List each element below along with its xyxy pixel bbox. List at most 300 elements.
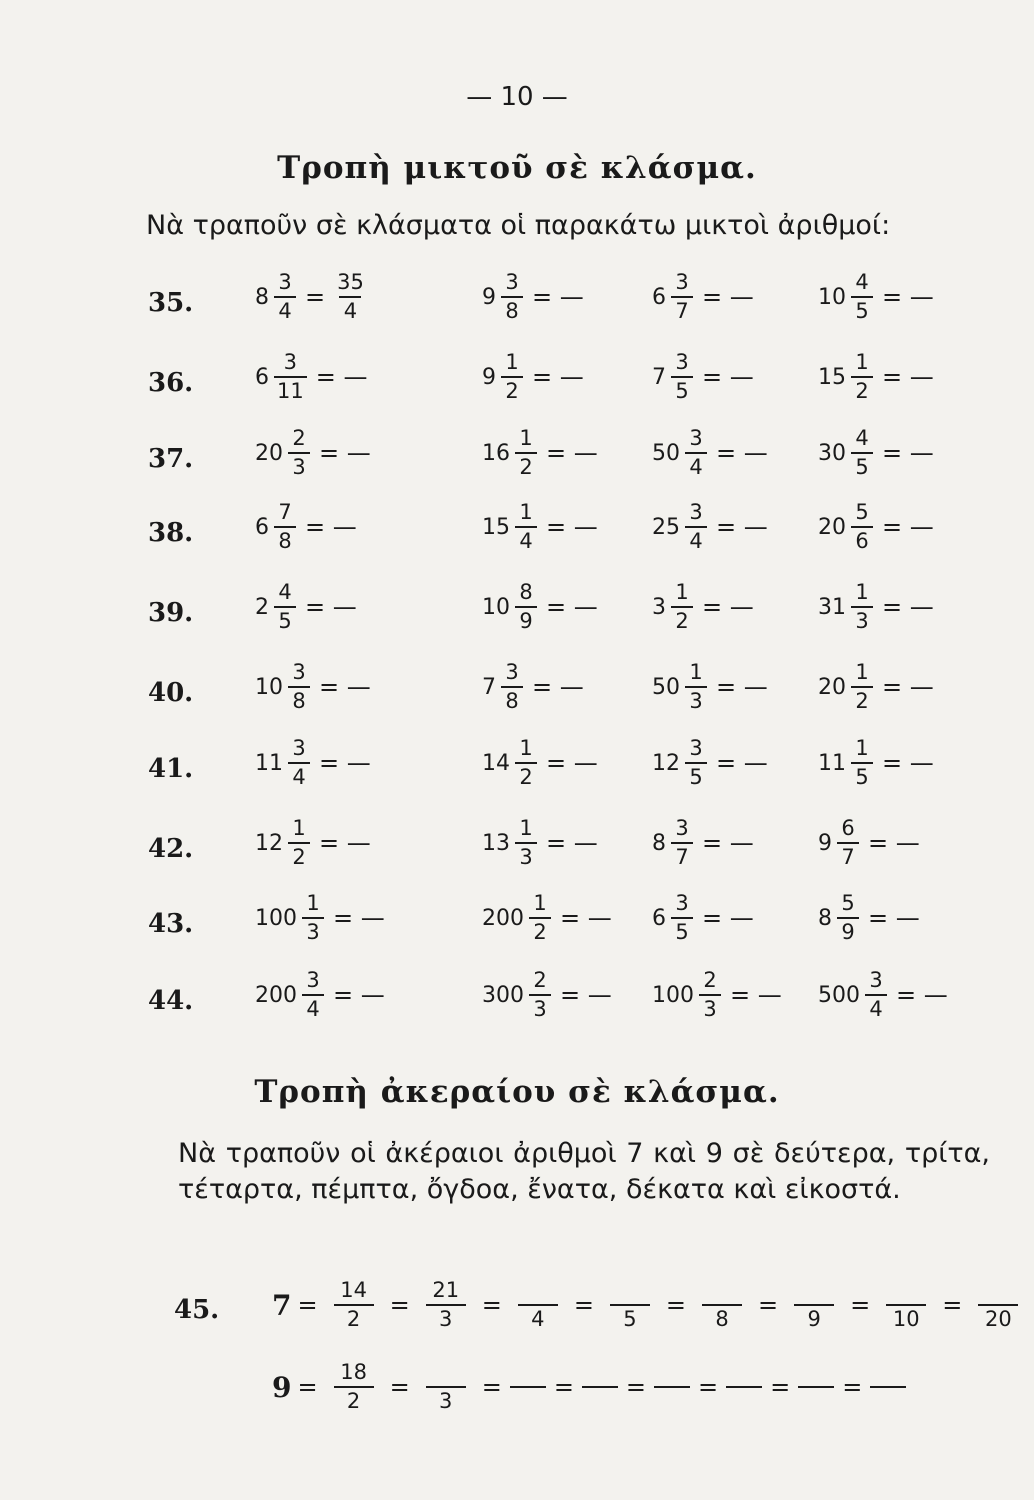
fraction	[851, 352, 873, 402]
numerator: 1	[855, 350, 869, 374]
answer-blank: = —	[319, 673, 371, 701]
denominator: 4	[518, 1304, 558, 1330]
fraction	[610, 1280, 650, 1330]
answer-blank: = —	[716, 513, 768, 541]
mixed-number-item	[255, 272, 370, 322]
fraction	[288, 662, 310, 712]
answer-blank: = —	[702, 829, 754, 857]
fraction	[702, 1280, 742, 1330]
numerator: 2	[533, 968, 547, 992]
denominator: 5	[274, 606, 296, 632]
numerator: 3	[278, 270, 292, 294]
denominator: 9	[837, 917, 859, 943]
whole-part: 31	[818, 594, 846, 620]
denominator: 4	[274, 296, 296, 322]
whole-part: 200	[482, 905, 524, 931]
blank-fraction	[798, 1386, 834, 1388]
answer-blank: = —	[560, 981, 612, 1009]
fraction	[685, 738, 707, 788]
numerator: 2	[703, 968, 717, 992]
whole-part: 6	[652, 284, 666, 310]
exercise-45-row-9	[272, 1362, 908, 1412]
whole-part: 6	[652, 905, 666, 931]
answer-numerator: 35	[337, 270, 364, 294]
fraction	[274, 582, 296, 632]
answer-blank: = —	[716, 749, 768, 777]
denominator: 2	[501, 376, 523, 402]
denominator: 3	[426, 1304, 466, 1330]
fraction	[515, 582, 537, 632]
answer-blank: = —	[560, 904, 612, 932]
mixed-number-item	[652, 502, 774, 552]
whole-part: 9	[482, 284, 496, 310]
fraction	[699, 970, 721, 1020]
mixed-number-item	[818, 738, 940, 788]
mixed-number-item	[652, 738, 774, 788]
fraction	[851, 582, 873, 632]
numerator: 1	[855, 660, 869, 684]
answer-blank: = —	[532, 283, 584, 311]
whole-part: 10	[482, 594, 510, 620]
answer-blank: = —	[702, 593, 754, 621]
whole-part: 9	[482, 364, 496, 390]
answer-blank: = —	[882, 673, 934, 701]
numerator	[434, 1362, 458, 1386]
whole-part: 11	[255, 750, 283, 776]
whole-part: 8	[255, 284, 269, 310]
answer-blank: = —	[882, 283, 934, 311]
denominator: 2	[671, 606, 693, 632]
equals-sign: =	[573, 1291, 594, 1319]
numerator: 3	[675, 891, 689, 915]
fraction	[685, 502, 707, 552]
denominator: 2	[334, 1304, 374, 1330]
numerator	[618, 1280, 642, 1304]
exercise-label: 44.	[148, 986, 194, 1016]
numerator: 1	[675, 580, 689, 604]
answer-denominator: 4	[339, 296, 361, 322]
fraction	[288, 818, 310, 868]
mixed-number-item	[818, 272, 940, 322]
fraction	[288, 738, 310, 788]
whole-part: 12	[652, 750, 680, 776]
fraction	[334, 1280, 374, 1330]
denominator: 2	[334, 1386, 374, 1412]
fraction	[865, 970, 887, 1020]
fraction	[671, 818, 693, 868]
answer-blank: = —	[702, 904, 754, 932]
denominator: 5	[671, 376, 693, 402]
fraction	[515, 502, 537, 552]
answer-blank: = —	[305, 593, 357, 621]
denominator: 3	[699, 994, 721, 1020]
denominator: 4	[685, 526, 707, 552]
answer-blank: = —	[333, 981, 385, 1009]
fraction	[426, 1280, 466, 1330]
whole-part: 20	[818, 674, 846, 700]
fraction	[794, 1280, 834, 1330]
denominator: 8	[274, 526, 296, 552]
mixed-number-item	[482, 582, 604, 632]
fraction	[851, 738, 873, 788]
numerator	[710, 1280, 734, 1304]
blank-fraction	[654, 1386, 690, 1388]
numerator: 4	[855, 426, 869, 450]
answer-blank: = —	[532, 673, 584, 701]
mixed-number-item	[652, 272, 760, 322]
equals-sign: =	[770, 1373, 791, 1401]
numerator: 1	[855, 736, 869, 760]
mixed-number-item	[482, 970, 618, 1020]
numerator: 3	[675, 270, 689, 294]
fraction	[671, 893, 693, 943]
exercise-label: 37.	[148, 444, 194, 474]
denominator: 8	[501, 296, 523, 322]
fraction	[685, 662, 707, 712]
exercise-label: 43.	[148, 909, 194, 939]
whole-part: 6	[255, 364, 269, 390]
numerator: 3	[689, 500, 703, 524]
fraction	[518, 1280, 558, 1330]
answer-blank: = —	[546, 513, 598, 541]
answer-blank: = —	[896, 981, 948, 1009]
fraction	[274, 352, 307, 402]
fraction	[529, 893, 551, 943]
answer-blank: = —	[702, 283, 754, 311]
whole-part: 50	[652, 440, 680, 466]
denominator: 9	[794, 1304, 834, 1330]
mixed-number-item	[255, 893, 391, 943]
mixed-number-item	[818, 970, 954, 1020]
whole-part: 15	[482, 514, 510, 540]
page-number: — 10 —	[466, 82, 568, 112]
whole-part: 14	[482, 750, 510, 776]
denominator: 3	[529, 994, 551, 1020]
numerator: 5	[855, 500, 869, 524]
denominator: 3	[685, 686, 707, 712]
answer-blank: = —	[546, 749, 598, 777]
whole-part: 500	[818, 982, 860, 1008]
denominator: 3	[515, 842, 537, 868]
numerator: 2	[292, 426, 306, 450]
fraction	[671, 352, 693, 402]
whole-part: 10	[818, 284, 846, 310]
denominator: 3	[302, 917, 324, 943]
numerator	[986, 1280, 1010, 1304]
whole-part: 6	[255, 514, 269, 540]
mixed-number-item	[255, 582, 363, 632]
denominator: 3	[426, 1386, 466, 1412]
whole-part: 13	[482, 830, 510, 856]
numerator: 3	[505, 660, 519, 684]
whole-part: 7	[652, 364, 666, 390]
equals-sign: =	[481, 1373, 502, 1401]
answer-blank: = —	[319, 829, 371, 857]
fraction	[851, 502, 873, 552]
answer-blank: = —	[882, 363, 934, 391]
whole-part: 8	[652, 830, 666, 856]
answer-blank: = —	[333, 904, 385, 932]
whole-part: 16	[482, 440, 510, 466]
mixed-number-item	[482, 662, 590, 712]
denominator: 4	[288, 762, 310, 788]
fraction	[529, 970, 551, 1020]
fraction	[501, 352, 523, 402]
whole-part: 11	[818, 750, 846, 776]
exercise-45-row-7	[272, 1280, 1028, 1330]
numerator: 3	[306, 968, 320, 992]
denominator: 3	[851, 606, 873, 632]
denominator: 4	[685, 452, 707, 478]
denominator: 5	[851, 452, 873, 478]
fraction	[515, 428, 537, 478]
mixed-number-item	[818, 818, 926, 868]
whole-part: 2	[255, 594, 269, 620]
denominator: 5	[671, 917, 693, 943]
answer-blank: = —	[319, 439, 371, 467]
mixed-number-item	[818, 662, 940, 712]
answer-blank: = —	[305, 513, 357, 541]
mixed-number-item	[482, 272, 590, 322]
numerator: 3	[689, 426, 703, 450]
mixed-number-item	[652, 352, 760, 402]
numerator	[894, 1280, 918, 1304]
fraction	[334, 1362, 374, 1412]
answer-blank: = —	[882, 439, 934, 467]
numerator: 3	[689, 736, 703, 760]
answer-blank: = —	[716, 673, 768, 701]
fraction	[501, 272, 523, 322]
mixed-number-item	[818, 893, 926, 943]
denominator: 4	[865, 994, 887, 1020]
fraction	[288, 428, 310, 478]
numerator: 1	[306, 891, 320, 915]
whole-part: 9	[818, 830, 832, 856]
fraction	[671, 272, 693, 322]
whole-part: 300	[482, 982, 524, 1008]
numerator	[526, 1280, 550, 1304]
fraction	[274, 502, 296, 552]
section-paragraph: Νὰ τραποῦν οἱ ἀκέραιοι ἀριθμοὶ 7 καὶ 9 σὲ δεύτερα, τρίτα, τέταρτα, πέμπτα, ὄγδοα, ἔνατα, δέκατα καὶ εἰκοστά.	[178, 1138, 990, 1205]
denominator: 10	[886, 1304, 926, 1330]
numerator	[802, 1280, 826, 1304]
whole-part: 30	[818, 440, 846, 466]
denominator: 8	[702, 1304, 742, 1330]
exercise-label: 40.	[148, 678, 194, 708]
whole-part: 100	[652, 982, 694, 1008]
mixed-number-item	[818, 428, 940, 478]
answer-blank: = —	[868, 904, 920, 932]
denominator: 9	[515, 606, 537, 632]
equals-sign: =	[625, 1373, 647, 1401]
answer-blank: = —	[315, 363, 368, 391]
mixed-number-item	[482, 893, 618, 943]
mixed-number-item	[652, 970, 788, 1020]
equals-sign: =	[942, 1291, 963, 1319]
equals-sign: =	[297, 1373, 318, 1401]
mixed-number-item	[255, 662, 377, 712]
section-title-mixed-to-fraction: Τροπὴ μικτοῦ σὲ κλάσμα.	[277, 150, 757, 186]
whole-part: 3	[652, 594, 666, 620]
mixed-number-item	[482, 818, 604, 868]
denominator: 3	[288, 452, 310, 478]
denominator: 7	[671, 296, 693, 322]
answer-blank: = —	[730, 981, 782, 1009]
mixed-number-item	[255, 818, 377, 868]
equals-sign: =	[389, 1373, 410, 1401]
equals-sign: =	[842, 1373, 863, 1401]
numerator: 1	[855, 580, 869, 604]
answer-blank: = —	[546, 593, 598, 621]
denominator: 8	[501, 686, 523, 712]
numerator: 1	[519, 426, 533, 450]
fraction	[671, 582, 693, 632]
mixed-number-item	[255, 352, 373, 402]
fraction	[978, 1280, 1018, 1330]
denominator: 20	[978, 1304, 1018, 1330]
numerator: 1	[533, 891, 547, 915]
numerator: 1	[519, 500, 533, 524]
whole-part: 12	[255, 830, 283, 856]
equals-sign: =	[698, 1373, 719, 1401]
blank-fraction	[510, 1386, 546, 1388]
numerator: 4	[278, 580, 292, 604]
mixed-number-item	[482, 738, 604, 788]
mixed-number-item	[255, 428, 377, 478]
numerator: 1	[519, 816, 533, 840]
numerator: 7	[278, 500, 292, 524]
whole-part: 20	[818, 514, 846, 540]
answer-blank: = —	[546, 829, 598, 857]
denominator: 4	[302, 994, 324, 1020]
fraction	[886, 1280, 926, 1330]
mixed-number-item	[482, 428, 604, 478]
section-intro: Νὰ τραποῦν σὲ κλάσματα οἱ παρακάτω μικτοὶ ἀριθμοί:	[146, 210, 891, 241]
numerator: 8	[519, 580, 533, 604]
equals-sign: =	[665, 1291, 687, 1319]
numerator: 3	[292, 736, 306, 760]
whole-part: 50	[652, 674, 680, 700]
numerator: 1	[519, 736, 533, 760]
equals-sign: =	[389, 1291, 410, 1319]
exercise-label: 41.	[148, 754, 194, 784]
fraction	[426, 1362, 466, 1412]
denominator: 4	[515, 526, 537, 552]
fraction	[685, 428, 707, 478]
blank-fraction	[726, 1386, 762, 1388]
fraction	[302, 893, 324, 943]
answer-blank: = —	[702, 363, 754, 391]
whole-part: 7	[482, 674, 496, 700]
fraction	[274, 272, 296, 322]
denominator: 2	[288, 842, 310, 868]
equals-sign: =	[305, 283, 326, 311]
numerator: 3	[283, 350, 298, 374]
numerator: 3	[505, 270, 519, 294]
denominator: 5	[851, 296, 873, 322]
answer-blank: = —	[532, 363, 584, 391]
answer-blank: = —	[868, 829, 920, 857]
mixed-number-item	[818, 352, 940, 402]
numerator: 21	[432, 1278, 460, 1302]
numerator: 3	[675, 350, 689, 374]
fraction	[837, 818, 859, 868]
whole-part: 20	[255, 440, 283, 466]
mixed-number-item	[652, 818, 760, 868]
exercise-label: 39.	[148, 598, 194, 628]
fraction	[515, 738, 537, 788]
integer-value: 7	[272, 1288, 292, 1322]
fraction	[302, 970, 324, 1020]
fraction	[837, 893, 859, 943]
denominator: 11	[274, 376, 307, 402]
mixed-number-item	[482, 502, 604, 552]
mixed-number-item	[255, 502, 363, 552]
numerator: 1	[505, 350, 519, 374]
denominator: 5	[851, 762, 873, 788]
answer-blank: = —	[882, 593, 934, 621]
denominator: 2	[515, 762, 537, 788]
integer-value: 9	[272, 1370, 292, 1404]
exercise-label: 38.	[148, 518, 194, 548]
mixed-number-item	[652, 428, 774, 478]
numerator: 5	[841, 891, 855, 915]
fraction	[501, 662, 523, 712]
mixed-number-item	[652, 662, 774, 712]
numerator: 14	[340, 1278, 367, 1302]
mixed-number-item	[652, 893, 760, 943]
denominator: 2	[529, 917, 551, 943]
numerator: 18	[340, 1360, 367, 1384]
exercise-label: 42.	[148, 834, 194, 864]
denominator: 2	[851, 686, 873, 712]
exercise-label: 35.	[148, 288, 194, 318]
fraction	[851, 272, 873, 322]
equals-sign: =	[758, 1291, 779, 1319]
fraction	[851, 662, 873, 712]
mixed-number-item	[482, 352, 590, 402]
whole-part: 200	[255, 982, 297, 1008]
answer-blank: = —	[882, 513, 934, 541]
denominator: 2	[515, 452, 537, 478]
numerator: 3	[675, 816, 689, 840]
answer-blank: = —	[716, 439, 768, 467]
denominator: 7	[671, 842, 693, 868]
numerator: 4	[855, 270, 869, 294]
denominator: 7	[837, 842, 859, 868]
denominator: 5	[610, 1304, 650, 1330]
answer-blank: = —	[546, 439, 598, 467]
exercise-label: 36.	[148, 368, 194, 398]
whole-part: 25	[652, 514, 680, 540]
blank-fraction	[582, 1386, 618, 1388]
whole-part: 10	[255, 674, 283, 700]
answer-fraction	[334, 272, 367, 322]
answer-blank: = —	[882, 749, 934, 777]
fraction	[515, 818, 537, 868]
mixed-number-item	[818, 582, 940, 632]
equals-sign: =	[297, 1291, 318, 1319]
section-title-integer-to-fraction: Τροπὴ ἀκεραίου σὲ κλάσμα.	[254, 1074, 780, 1110]
whole-part: 15	[818, 364, 846, 390]
answer-blank: = —	[319, 749, 371, 777]
mixed-number-item	[818, 502, 940, 552]
denominator: 6	[851, 526, 873, 552]
equals-sign: =	[553, 1373, 574, 1401]
numerator: 1	[689, 660, 703, 684]
numerator: 3	[869, 968, 883, 992]
numerator: 1	[292, 816, 306, 840]
